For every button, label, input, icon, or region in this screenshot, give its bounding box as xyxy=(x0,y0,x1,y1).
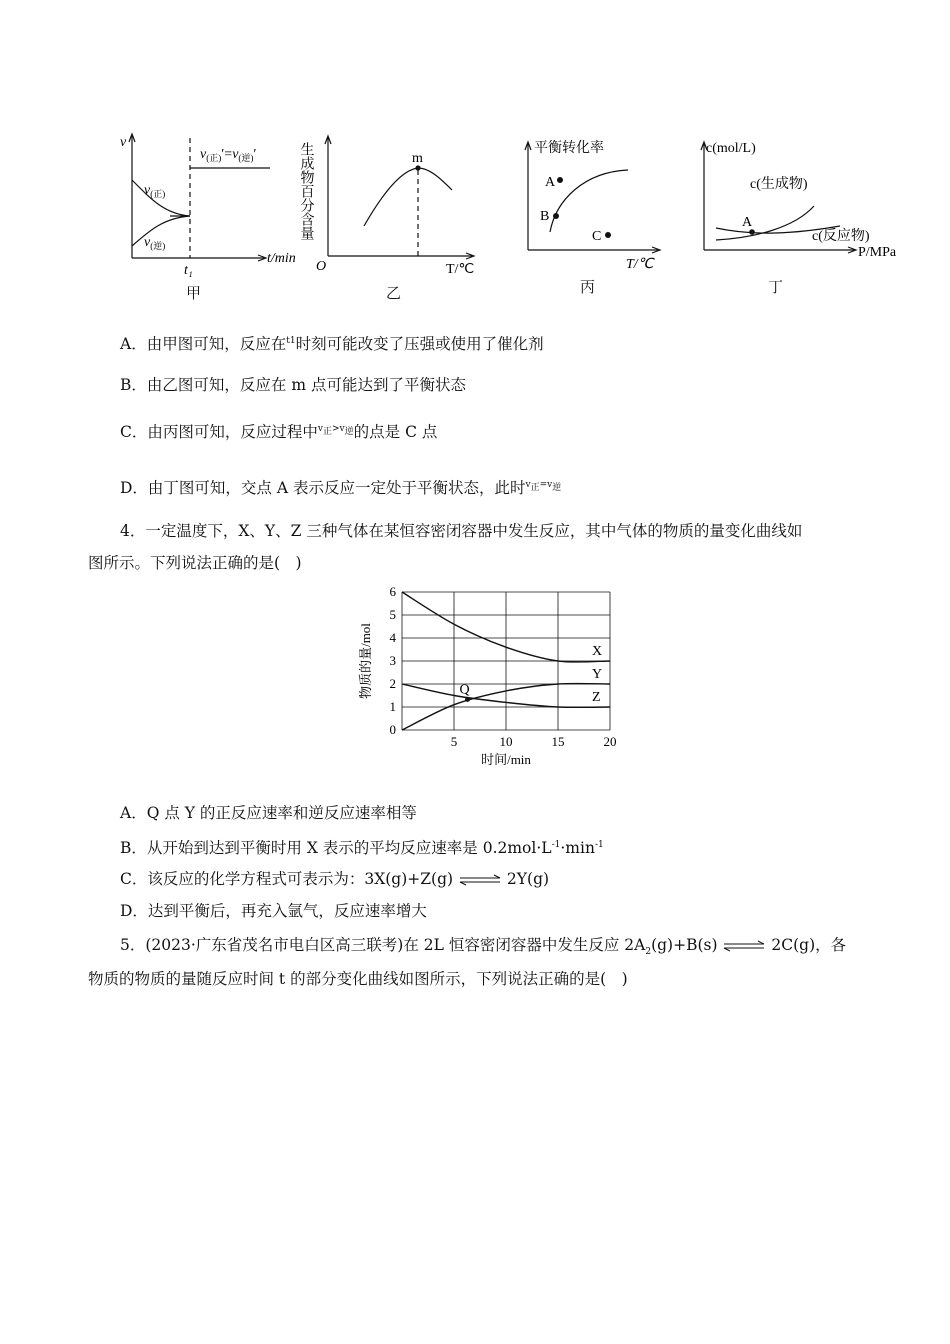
caption-bing: 丙 xyxy=(580,278,596,296)
q4-option-d: D．达到平衡后，再充入氩气，反应速率增大 xyxy=(120,902,427,920)
point-a-label: A xyxy=(742,215,753,230)
q5-stem-line2: 物质的物质的量随反应时间 t 的部分变化曲线如图所示，下列说法正确的是( ) xyxy=(88,970,628,988)
point-a xyxy=(749,229,755,235)
x-axis-label: 时间/min xyxy=(481,752,531,767)
caption-jia: 甲 xyxy=(186,284,202,302)
figure-ding xyxy=(694,128,914,303)
x-tick-label: 20 xyxy=(603,734,617,749)
y-tick-label: 1 xyxy=(389,699,396,714)
reversible-arrow-icon xyxy=(458,875,502,885)
q3-option-b: B．由乙图可知，反应在 m 点可能达到了平衡状态 xyxy=(120,376,466,394)
figure-jia xyxy=(112,128,302,303)
y-tick-label: 6 xyxy=(389,584,396,599)
reactant-label: c(反应物) xyxy=(812,229,870,244)
y-tick-label: 0 xyxy=(389,722,396,737)
q4-option-a: A．Q 点 Y 的正反应速率和逆反应速率相等 xyxy=(120,804,417,822)
point-q xyxy=(465,697,470,702)
point-c xyxy=(605,232,611,238)
x-tick-label: 5 xyxy=(450,734,458,749)
q4-option-c: C．该反应的化学方程式可表示为：3X(g)+Z(g) 2Y(g) xyxy=(120,870,550,888)
q4-option-b: B．从开始到达到平衡时用 X 表示的平均反应速率是 $0.2mol\cdot L^{-1}\cdot\min^{-1}$ xyxy=(120,839,604,858)
point-a xyxy=(557,177,563,183)
q5-stem-line1: 5．(2023·广东省茂名市电白区高三联考)在 2L 恒容密闭容器中发生反应 $2A_2(g)+B(s)$ 2C(g)，各 xyxy=(120,936,847,958)
y-axis-label: 平衡转化率 xyxy=(534,141,604,156)
q3-option-d: D．由丁图可知，交点 A 表示反应一定处于平衡状态，此时$^{v_正=v_逆}$ xyxy=(120,479,562,498)
y-axis-label: c(mol/L) xyxy=(706,141,756,156)
q4-stem-line2: 图所示。下列说法正确的是( ) xyxy=(88,554,302,572)
product-label: c(生成物) xyxy=(750,177,808,192)
series-label-z: Z xyxy=(592,690,601,705)
point-a-label: A xyxy=(545,175,556,190)
series-label-x: X xyxy=(592,644,603,659)
x-axis-label: P/MPa xyxy=(858,245,897,260)
product-curve xyxy=(716,206,814,240)
caption-ding: 丁 xyxy=(768,278,784,296)
q3-option-c: C．由丙图可知，反应过程中$^{v_正>v_逆}$的点是 C 点 xyxy=(120,423,438,442)
t1-label: t₁ xyxy=(184,263,193,278)
v-reverse-label: $v_{(逆)}$ xyxy=(144,235,166,251)
x-axis-label: T/℃ xyxy=(446,262,475,277)
origin-label: O xyxy=(316,259,327,274)
y-tick-label: 3 xyxy=(389,653,396,668)
figure-yi xyxy=(298,128,492,303)
reversible-arrow-icon xyxy=(722,941,766,951)
y-tick-label: 5 xyxy=(389,607,396,622)
product-curve xyxy=(364,168,452,226)
q4-chart xyxy=(356,582,636,772)
x-tick-label: 10 xyxy=(499,734,513,749)
y-axis-label: 生成物百分含量 xyxy=(298,142,314,240)
y-axis-label: v xyxy=(120,135,127,150)
point-c-label: C xyxy=(592,229,602,244)
equilibrium-label: $v_{(正)}'=v_{(逆)}'$ xyxy=(200,147,257,163)
x-axis-label: t/min xyxy=(267,251,296,266)
q3-option-a: A．由甲图可知，反应在$^{t1}$时刻可能改变了压强或使用了催化剂 xyxy=(120,335,544,354)
point-q-label: Q xyxy=(459,682,470,698)
x-axis-label: T/℃ xyxy=(626,257,654,272)
point-m-label: m xyxy=(412,151,423,166)
y-tick-label: 2 xyxy=(389,676,396,691)
point-m xyxy=(415,165,420,170)
point-b-label: B xyxy=(540,209,550,224)
x-tick-label: 15 xyxy=(551,734,565,749)
svg-text:t/min xyxy=(267,251,296,266)
figure-bing xyxy=(512,128,692,303)
v-forward-label: $v_{(正)}$ xyxy=(144,183,166,199)
series-label-y: Y xyxy=(592,667,603,682)
y-tick-label: 4 xyxy=(389,630,396,645)
y-axis-label: 物质的量/mol xyxy=(358,623,373,699)
point-b xyxy=(553,213,559,219)
caption-yi: 乙 xyxy=(386,284,402,302)
q4-stem-line1: 4．一定温度下，X、Y、Z 三种气体在某恒容密闭容器中发生反应，其中气体的物质的量变化曲线如 xyxy=(120,522,803,540)
